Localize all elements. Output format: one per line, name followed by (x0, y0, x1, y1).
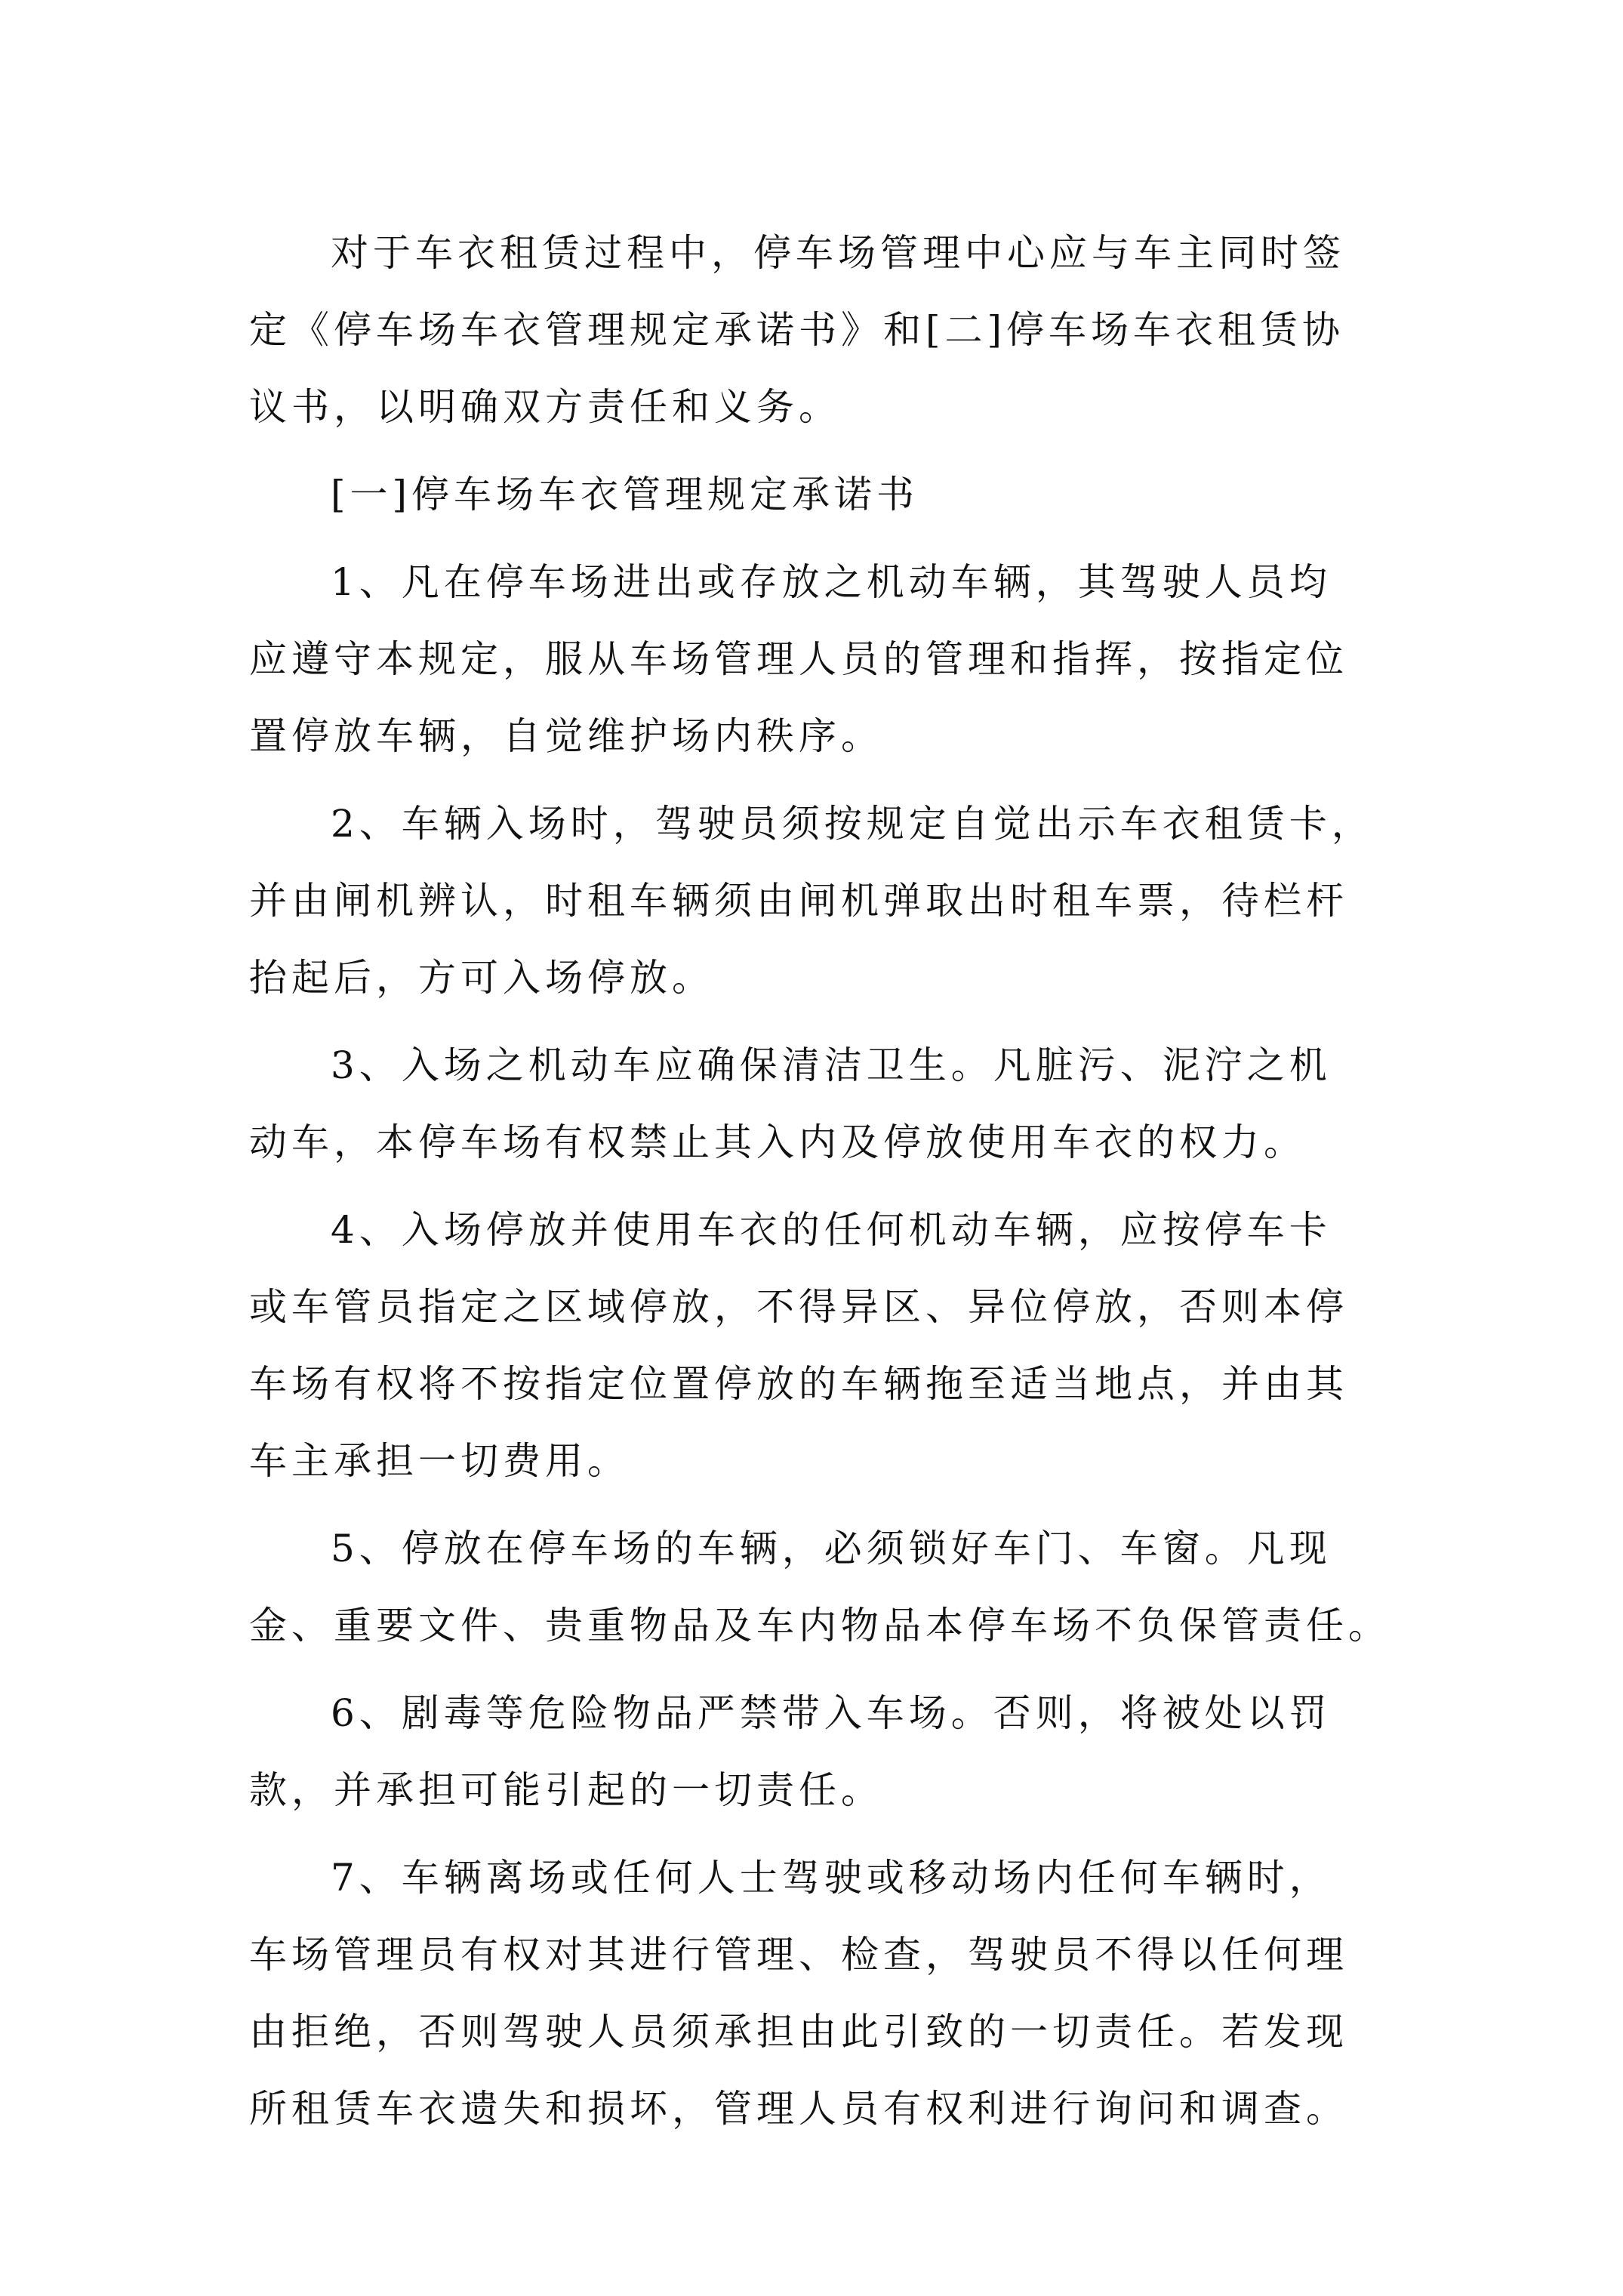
text-line: 车主承担一切费用。 (249, 1439, 630, 1483)
section-heading-text: [一]停车场车衣管理规定承诺书 (331, 473, 919, 516)
text-line: 7、车辆离场或任何人士驾驶或移动场内任何车辆时， (331, 1856, 1332, 1900)
document-body (249, 214, 1389, 2147)
text-line: 3、入场之机动车应确保清洁卫生。凡脏污、泥泞之机 (331, 1043, 1332, 1087)
text-line: 对于车衣租赁过程中，停车场管理中心应与车主同时签 (331, 231, 1345, 275)
text-line: 车场管理员有权对其进行管理、检查，驾驶员不得以任何理 (249, 1933, 1348, 1977)
paragraph-item-6 (249, 1675, 1389, 1829)
text-line: 置停放车辆，自觉维护场内秩序。 (249, 714, 883, 758)
text-line: 金、重要文件、贵重物品及车内物品本停车场不负保管责任。 (249, 1604, 1390, 1647)
text-line: 6、剧毒等危险物品严禁带入车场。否则，将被处以罚 (331, 1691, 1332, 1735)
paragraph-item-2 (249, 785, 1389, 1016)
paragraph-intro (249, 214, 1389, 445)
text-line: 5、停放在停车场的车辆，必须锁好车门、车窗。凡现 (331, 1527, 1332, 1570)
text-line: 款，并承担可能引起的一切责任。 (249, 1768, 883, 1812)
text-line: 或车管员指定之区域停放，不得异区、异位停放，否则本停 (249, 1285, 1348, 1329)
text-line: 车场有权将不按指定位置停放的车辆拖至适当地点，并由其 (249, 1362, 1348, 1406)
paragraph-item-5 (249, 1510, 1389, 1664)
paragraph-item-1 (249, 544, 1389, 775)
text-line: 应遵守本规定，服从车场管理人员的管理和指挥，按指定位 (249, 637, 1348, 681)
text-line: 抬起后，方可入场停放。 (249, 956, 714, 1000)
section-heading (249, 456, 1389, 533)
text-line: 并由闸机辨认，时租车辆须由闸机弹取出时租车票，待栏杆 (249, 879, 1348, 923)
paragraph-item-7 (249, 1839, 1389, 2147)
paragraph-item-4 (249, 1191, 1389, 1499)
text-line: 动车，本停车场有权禁止其入内及停放使用车衣的权力。 (249, 1120, 1306, 1164)
text-line: 议书，以明确双方责任和义务。 (249, 385, 841, 429)
paragraph-item-3 (249, 1027, 1389, 1181)
text-line: 1、凡在停车场进出或存放之机动车辆，其驾驶人员均 (331, 560, 1332, 604)
text-line: 所租赁车衣遗失和损坏，管理人员有权利进行询问和调查。 (249, 2087, 1348, 2131)
text-line: 4、入场停放并使用车衣的任何机动车辆，应按停车卡 (331, 1208, 1332, 1252)
text-line: 定《停车场车衣管理规定承诺书》和[二]停车场车衣租赁协 (249, 308, 1345, 352)
text-line: 2、车辆入场时，驾驶员须按规定自觉出示车衣租赁卡， (331, 802, 1374, 846)
text-line: 由拒绝，否则驾驶人员须承担由此引致的一切责任。若发现 (249, 2010, 1348, 2054)
